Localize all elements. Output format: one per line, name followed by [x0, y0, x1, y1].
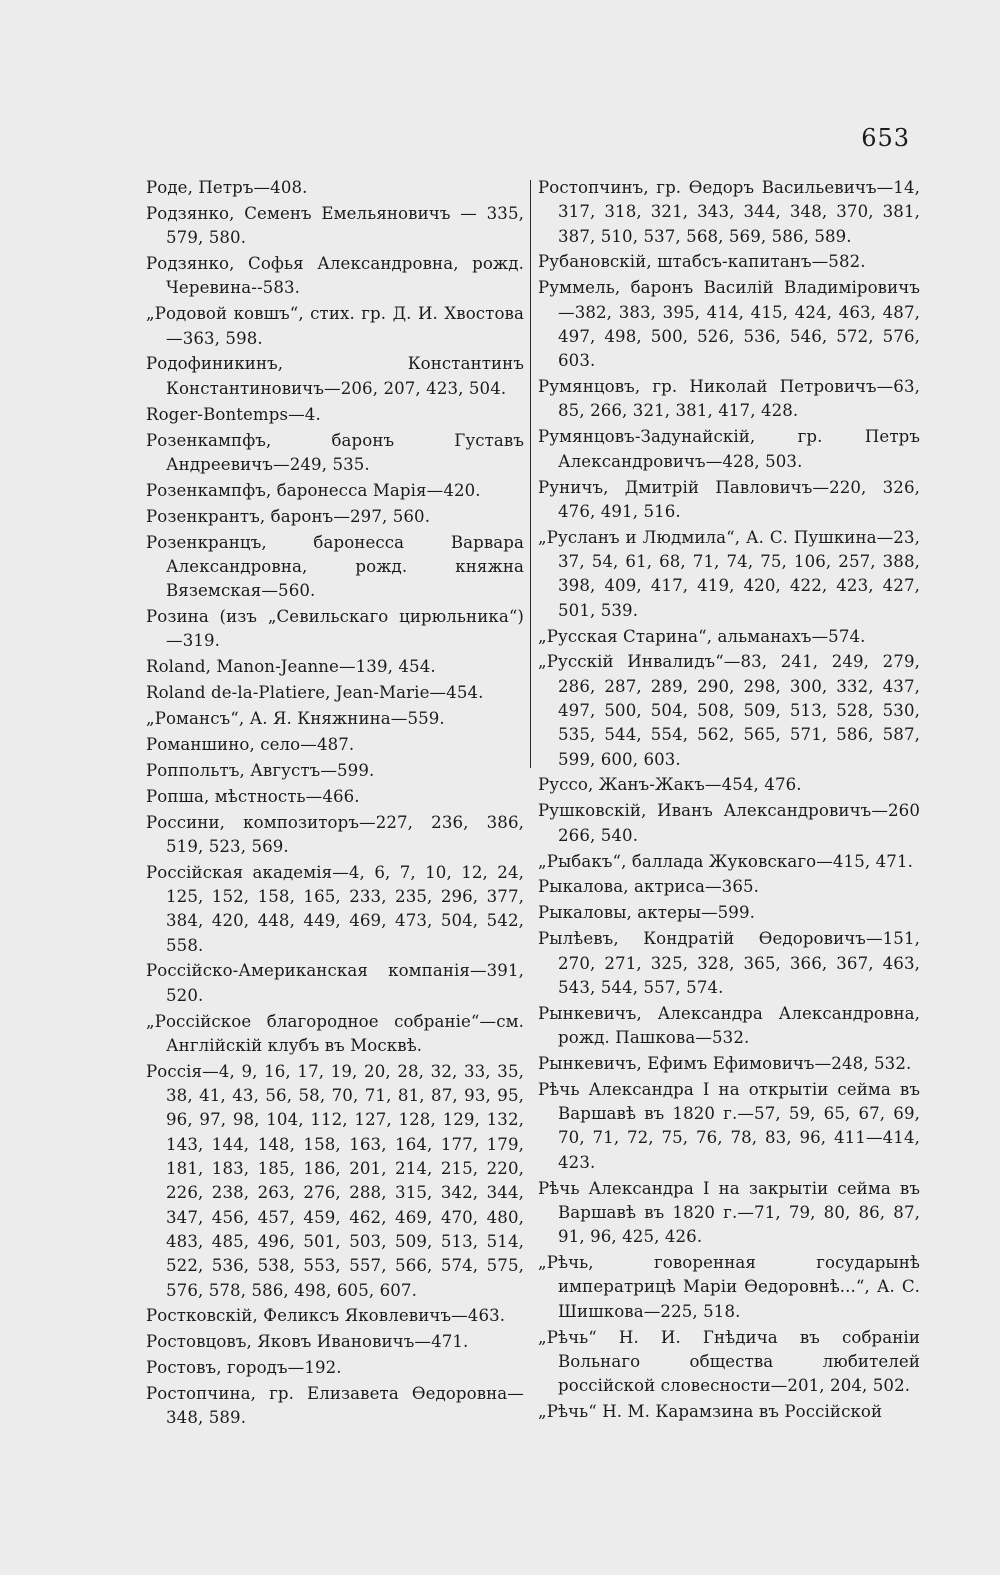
- index-entry: Ростопчина, гр. Елизавета Ѳедоровна—348, 589.: [146, 1384, 524, 1428]
- index-entry: Рыкалова, актриса—365.: [538, 877, 760, 897]
- index-entry: Ростовцовъ, Яковъ Ивановичъ—471.: [146, 1332, 469, 1352]
- index-entry: „Рѣчь, говоренная государынѣ императрицѣ Маріи Ѳедоровнѣ...“, А. С. Шишкова—225, 518.: [538, 1253, 920, 1321]
- index-entry: „Русскій Инвалидъ“—83, 241, 249, 279, 286, 287, 289, 290, 298, 300, 332, 437, 497, 500, 504, 508, 509, 513, 528, 530, 535, 544, 554, 562, 565, 571, 586, 587, 599, 600, 603.: [538, 652, 920, 769]
- index-entry: Родзянко, Семенъ Емельяновичъ — 335, 579, 580.: [146, 203, 524, 248]
- index-entry: Рынкевичъ, Александра Александровна, рожд. Пашкова—532.: [538, 1003, 920, 1047]
- column-divider: [530, 180, 531, 768]
- index-entry: Роде, Петръ—408.: [146, 178, 308, 197]
- index-entry: Ростопчинъ, гр. Ѳедоръ Васильевичъ—14, 317, 318, 321, 343, 344, 348, 370, 381, 387, 510, 537, 568, 569, 586, 589.: [538, 178, 920, 246]
- index-entry: Рушковскій, Иванъ Александровичъ—260 266, 540.: [538, 801, 920, 845]
- index-entry: Романшино, село—487.: [146, 734, 355, 754]
- index-entry: Рѣчь Александра I на открытіи сейма въ Варшавѣ въ 1820 г.—57, 59, 65, 67, 69, 70, 71, 72, 75, 76, 78, 83, 96, 411—414, 423.: [538, 1079, 920, 1172]
- index-entry: Рубановскій, штабсъ-капитанъ—582.: [538, 252, 866, 272]
- index-entry: Розенкампфъ, баронъ Густавъ Андреевичъ—249, 535.: [146, 430, 524, 474]
- index-entry: „Романсъ“, А. Я. Княжнина—559.: [146, 708, 445, 728]
- index-entry: Рѣчь Александра I на закрытіи сейма въ Варшавѣ въ 1820 г.—71, 79, 80, 86, 87, 91, 96, 425, 426.: [538, 1178, 920, 1247]
- index-entry: Румянцовъ-Задунайскій, гр. Петръ Александровичъ—428, 503.: [538, 427, 920, 471]
- index-entry: „Рѣчь“ Н. М. Карамзина въ Россійской: [538, 1402, 883, 1422]
- index-entry: „Русская Старина“, альманахъ—574.: [538, 626, 866, 646]
- index-entry: Roland, Manon-Jeanne—139, 454.: [146, 657, 436, 677]
- index-entry: Россійско-Американская компанія—391, 520.: [146, 961, 524, 1005]
- index-column-left: [146, 176, 524, 1432]
- index-entry: „Рѣчь“ Н. И. Гнѣдича въ собраніи Вольнаго общества любителей россійской словесности—201, 204, 502.: [538, 1327, 920, 1396]
- index-entry: Руссо, Жанъ-Жакъ—454, 476.: [538, 775, 802, 795]
- index-entry: Розенкампфъ, баронесса Марія—420.: [146, 480, 481, 500]
- index-entry: Розина (изъ „Севильскаго цирюльника“)—319.: [146, 606, 524, 651]
- page-number: 653: [861, 124, 910, 152]
- index-entry: „Родовой ковшъ“, стих. гр. Д. И. Хвостова—363, 598.: [146, 304, 524, 348]
- index-entry: Родофиникинъ, Константинъ Константиновичъ—206, 207, 423, 504.: [146, 354, 524, 398]
- index-entry: Руммель, баронъ Василій Владиміровичъ—382, 383, 395, 414, 415, 424, 463, 487, 497, 498, 500, 526, 536, 546, 572, 576, 603.: [538, 278, 920, 371]
- index-entry: Россини, композиторъ—227, 236, 386, 519, 523, 569.: [146, 812, 524, 856]
- index-entry: Россійская академія—4, 6, 7, 10, 12, 24, 125, 152, 158, 165, 233, 235, 296, 377, 384, 420, 448, 449, 469, 473, 504, 542, 558.: [146, 862, 524, 955]
- index-entry: Рыкаловы, актеры—599.: [538, 903, 756, 923]
- index-entry: Roland de-la-Platiere, Jean-Marie—454.: [146, 683, 484, 703]
- index-entry: Рылѣевъ, Кондратій Ѳедоровичъ—151, 270, 271, 325, 328, 365, 366, 367, 463, 543, 544, 557, 574.: [538, 929, 920, 997]
- index-entry: Рынкевичъ, Ефимъ Ефимовичъ—248, 532.: [538, 1053, 912, 1073]
- index-entry: Румянцовъ, гр. Николай Петровичъ—63, 85, 266, 321, 381, 417, 428.: [538, 377, 920, 421]
- index-entry: Розенкрантъ, баронъ—297, 560.: [146, 506, 431, 526]
- index-entry: Россія—4, 9, 16, 17, 19, 20, 28, 32, 33, 35, 38, 41, 43, 56, 58, 70, 71, 81, 87, 93, 95, 96, 97, 98, 104, 112, 127, 128, 129, 132, 143, 144, 148, 158, 163, 164, 177, 179, 181, 183, 185, 186, 201, 214, 215, 220, 226, 238, 263, 276, 288, 315, 342, 344, 347, 456, 457, 459, 462, 469, 470, 480, 483, 485, 496, 501, 503, 509, 513, 514, 522, 536, 538, 553, 557, 566, 574, 575, 576, 578, 586, 498, 605, 607.: [146, 1061, 524, 1300]
- index-entry: Родзянко, Софья Александровна, рожд. Черевина--583.: [146, 254, 524, 298]
- index-entry: „Рыбакъ“, баллада Жуковскаго—415, 471.: [538, 851, 913, 871]
- index-entry: Roger-Bontemps—4.: [146, 404, 321, 424]
- index-entry: Ростковскій, Феликсъ Яковлевичъ—463.: [146, 1306, 506, 1326]
- index-entry: Розенкранцъ, баронесса Варвара Александровна, рожд. княжна Вяземская—560.: [146, 532, 524, 601]
- index-entry: Роппольтъ, Августъ—599.: [146, 760, 375, 780]
- index-column-right: [538, 176, 920, 1426]
- index-entry: „Россійское благородное собраніе“—см. Англійскій клубъ въ Москвѣ.: [146, 1011, 524, 1055]
- index-entry: Руничъ, Дмитрій Павловичъ—220, 326, 476, 491, 516.: [538, 477, 920, 521]
- index-entry: „Русланъ и Людмила“, А. С. Пушкина—23, 37, 54, 61, 68, 71, 74, 75, 106, 257, 388, 398, 409, 417, 419, 420, 422, 423, 427, 501, 539.: [538, 527, 920, 620]
- index-entry: Ропша, мѣстность—466.: [146, 786, 360, 806]
- index-entry: Ростовъ, городъ—192.: [146, 1358, 342, 1378]
